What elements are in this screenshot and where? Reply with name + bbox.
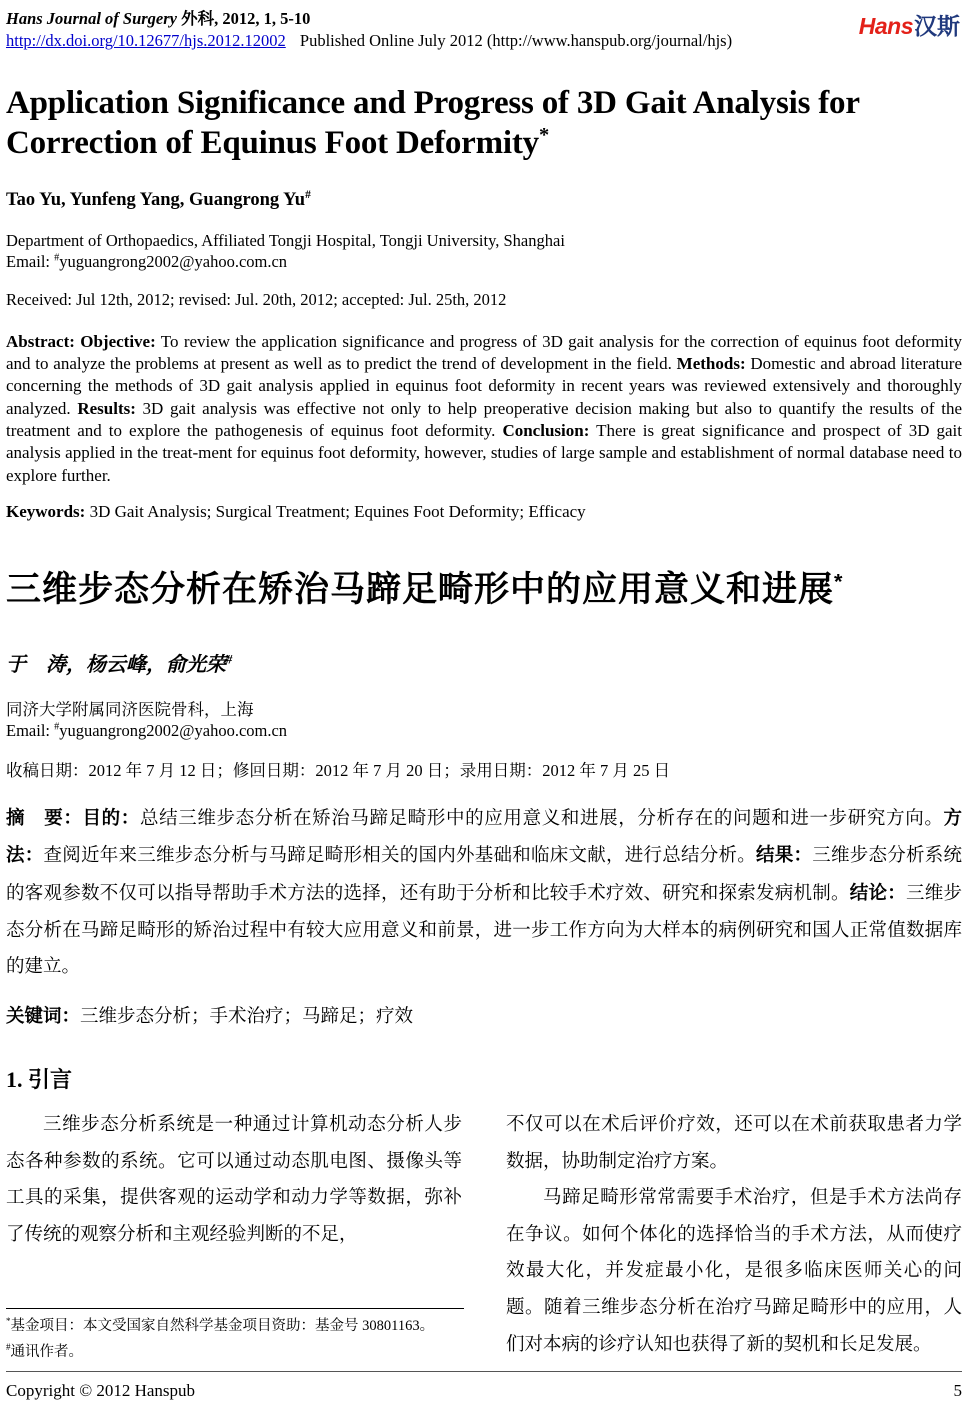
section-heading-introduction xyxy=(6,1063,962,1094)
copyright-text: Copyright © 2012 Hanspub xyxy=(6,1380,196,1400)
chinese-keywords: 关键词：三维步态分析；手术治疗；马蹄足；疗效 xyxy=(6,1004,414,1027)
chinese-email: Email: #yuguangrong2002@yahoo.com.cn xyxy=(6,721,288,741)
right-column xyxy=(506,1107,962,1363)
doi-link[interactable]: http://dx.doi.org/10.12677/hjs.2012.12002 xyxy=(6,31,286,51)
english-authors: Tao Yu, Yunfeng Yang, Guangrong Yu# xyxy=(6,189,311,211)
hanspub-logo-cjk: 汉斯 xyxy=(914,13,960,39)
intro-paragraph-left: 三维步态分析系统是一种通过计算机动态分析人步态各种参数的系统。它可以通过动态肌电图、摄像头等工具的采集，提供客观的运动学和动力学等数据，弥补了传统的观察分析和主观经验判断的不足， xyxy=(6,1114,462,1245)
funding-footnote xyxy=(6,1308,464,1365)
journal-name: Hans Journal of Surgery xyxy=(6,9,178,28)
hanspub-logo xyxy=(859,8,960,41)
published-online-text: Published Online July 2012 (http://www.hanspub.org/journal/hjs) xyxy=(299,31,733,51)
footnote-funding-line: *基金项目：本文受国家自然科学基金项目资助：基金号 30801163。 xyxy=(6,1316,435,1335)
english-abstract: Abstract: Objective: To review the application significance and progress of 3D gait analysis for the correction of equinus foot deformity and to analyze the problems at present as well as to predict the trend of development in the field. Methods: Domestic and abroad literature concerning the methods of 3D gait analysis applied in equinus foot deformity in recent years was reviewed extensively and thoroughly analyzed. Results: 3D gait analysis was effective not only to help preoperative decision making but also to quantify the results of the treatment and to explore the pathogenesis of equinus foot deformity. Conclusion: There is great significance and prospect of 3D gait analysis applied in the treat-ment for equinus foot deformity, however, studies of large sample and establishment of normal database need to explore further. xyxy=(6,331,963,485)
intro-paragraph-right-second: 马蹄足畸形常常需要手术治疗，但是手术方法尚存在争议。如何个体化的选择恰当的手术方法，从而使疗效最大化，并发症最小化，是很多临床医师关心的问题。随着三维步态分析在治疗马蹄足畸形中的应用，人们对本病的诊疗认知也获得了新的契机和长足发展。 xyxy=(506,1188,962,1355)
english-keywords: Keywords: 3D Gait Analysis; Surgical Treatment; Equines Foot Deformity; Efficacy xyxy=(6,501,586,521)
journal-issue-info: 外科, 2012, 1, 5-10 xyxy=(177,9,311,28)
section-title: 引言 xyxy=(28,1066,73,1092)
journal-header xyxy=(6,8,962,53)
chinese-received-dates: 收稿日期：2012 年 7 月 12 日；修回日期：2012 年 7 月 20 日；录用日期：2012 年 7 月 25 日 xyxy=(6,760,671,780)
intro-paragraph-right-continuation: 不仅可以在术后评价疗效，还可以在术前获取患者力学数据，协助制定治疗方案。 xyxy=(506,1114,962,1172)
page-number: 5 xyxy=(953,1380,962,1400)
section-number: 1. xyxy=(6,1066,23,1092)
journal-doi-line xyxy=(6,30,732,52)
journal-header-left xyxy=(6,8,732,53)
english-affiliation-block xyxy=(6,230,962,272)
page-footer xyxy=(6,1371,962,1417)
chinese-title: 三维步态分析在矫治马蹄足畸形中的应用意义和进展* xyxy=(6,568,844,609)
english-affiliation: Department of Orthopaedics, Affiliated Tongji Hospital, Tongji University, Shanghai xyxy=(6,231,565,251)
journal-citation-line xyxy=(6,8,732,30)
english-received-dates: Received: Jul 12th, 2012; revised: Jul. 20th, 2012; accepted: Jul. 25th, 2012 xyxy=(6,289,507,309)
chinese-affiliation-block xyxy=(6,699,962,742)
footnote-corresponding-author-line: #通讯作者。 xyxy=(6,1341,83,1360)
chinese-affiliation: 同济大学附属同济医院骨科，上海 xyxy=(6,699,254,719)
chinese-abstract: 摘 要：目的：总结三维步态分析在矫治马蹄足畸形中的应用意义和进展，分析存在的问题和进一步研究方向。方法：查阅近年来三维步态分析与马蹄足畸形相关的国内外基础和临床文献，进行总结分析。结果：三维步态分析系统的客观参数不仅可以指导帮助手术方法的选择，还有助于分析和比较手术疗效、研究和探索发病机制。结论：三维步态分析在马蹄足畸形的矫治过程中有较大应用意义和前景，进一步工作方向为大样本的病例研究和国人正常值数据库的建立。 xyxy=(6,806,962,978)
chinese-authors: 于 涛，杨云峰，俞光荣# xyxy=(6,652,233,676)
hanspub-logo-latin: Hans xyxy=(858,13,913,39)
english-email: Email: #yuguangrong2002@yahoo.com.cn xyxy=(6,252,288,272)
english-title: Application Significance and Progress of 3D Gait Analysis for Correction of Equinus Foot Deformity* xyxy=(6,84,860,162)
